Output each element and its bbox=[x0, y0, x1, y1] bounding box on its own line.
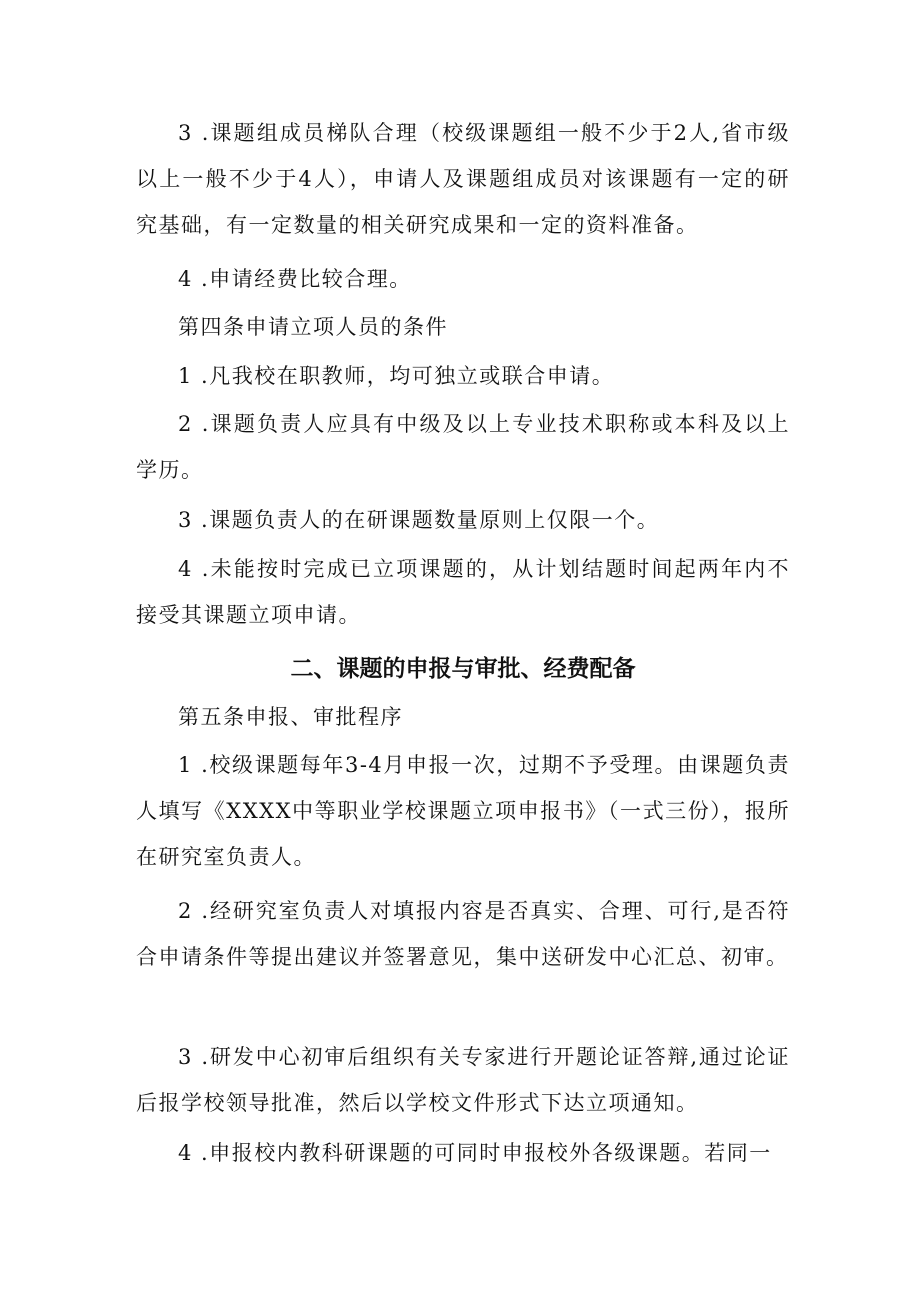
paragraph-eligibility-3: 3 .课题负责人的在研课题数量原则上仅限一个。 bbox=[178, 508, 660, 532]
paragraph-eligibility-4: 4 .未能按时完成已立项课题的，从计划结题时间起两年内不接受其课题立项申请。 bbox=[136, 557, 790, 627]
article-five-title: 第五条申报、审批程序 bbox=[178, 705, 403, 729]
paragraph-procedure-4: 4 .申报校内教科研课题的可同时申报校外各级课题。若同一 bbox=[178, 1141, 772, 1165]
paragraph-procedure-3: 3 .研发中心初审后组织有关专家进行开题论证答辩,通过论证后报学校领导批准，然后以学校文件形式下达立项通知。 bbox=[136, 1045, 790, 1115]
section-heading: 二、课题的申报与审批、经费配备 bbox=[290, 656, 636, 682]
article-four-title: 第四条申请立项人员的条件 bbox=[178, 315, 448, 339]
paragraph-eligibility-1: 1 .凡我校在职教师，均可独立或联合申请。 bbox=[178, 364, 615, 388]
paragraph-funding: 4 .申请经费比较合理。 bbox=[178, 267, 412, 291]
paragraph-eligibility-2: 2 .课题负责人应具有中级及以上专业技术职称或本科及以上学历。 bbox=[136, 412, 790, 482]
paragraph-procedure-1: 1 .校级课题每年3-4月申报一次，过期不予受理。由课题负责人填写《XXXX中等职业学校课题立项申报书》（一式三份），报所在研究室负责人。 bbox=[136, 753, 790, 869]
paragraph-member-requirement: 3 .课题组成员梯队合理（校级课题组一般不少于2人,省市级以上一般不少于4人），申请人及课题组成员对该课题有一定的研究基础，有一定数量的相关研究成果和一定的资料准备。 bbox=[136, 121, 790, 237]
paragraph-procedure-2: 2 .经研究室负责人对填报内容是否真实、合理、可行,是否符合申请条件等提出建议并签署意见，集中送研发中心汇总、初审。 bbox=[136, 899, 790, 969]
